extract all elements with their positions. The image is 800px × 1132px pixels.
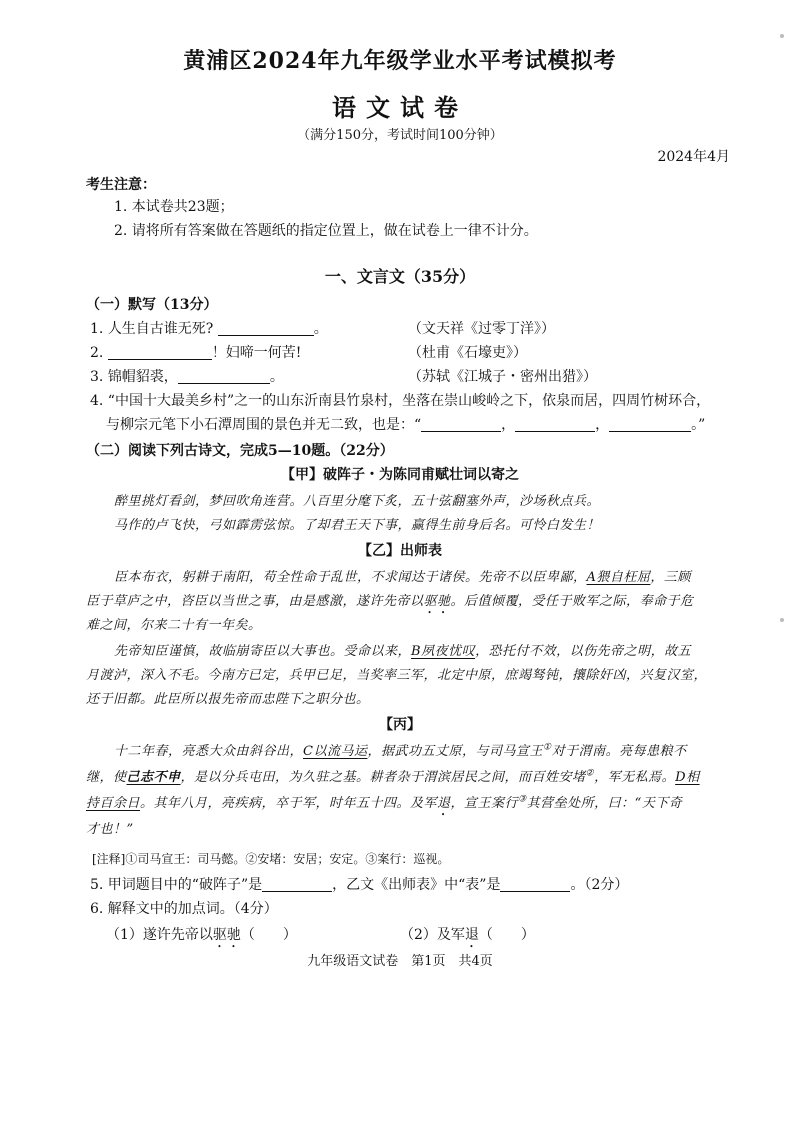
dotted-word: 退 xyxy=(464,927,479,943)
underlined-phrase-b: B夙夜忧叹 xyxy=(411,644,476,659)
underlined-phrase-d-cont: 持百余日 xyxy=(86,796,141,811)
question-2 xyxy=(90,342,301,362)
text-segment: 先帝知臣谨慎，故临崩寄臣以大事也。受命以来， xyxy=(114,644,412,659)
answer-blank xyxy=(500,877,570,892)
answer-blank xyxy=(421,417,501,432)
dotted-word: 驱驰 xyxy=(423,594,451,609)
question-source: （文天祥《过零丁洋》） xyxy=(408,321,555,337)
text-yi-title: 【乙】出师表 xyxy=(358,543,442,559)
question-text: 5. 甲词题目中的“破阵子”是 xyxy=(90,877,263,893)
annotation: [注释]①司马宣王：司马懿。②安堵：安居；安定。③案行：巡视。 xyxy=(92,852,450,866)
question-text: 。（2分） xyxy=(570,877,629,893)
text-jia-title: 【甲】破阵子・为陈同甫赋壮词以寄之 xyxy=(281,467,519,483)
question-end: 。 xyxy=(313,321,328,337)
question-1 xyxy=(90,318,328,338)
text-bing-line: 才也！” xyxy=(86,822,134,837)
text-segment: 继，使 xyxy=(86,770,127,785)
text-segment: 臣于草庐之中，咨臣以当世之事，由是感激，遂许先帝以 xyxy=(86,594,424,609)
text-bing-line xyxy=(86,792,682,819)
bold-phrase: 己志不申 xyxy=(126,770,181,785)
text-segment: 十二年春，亮悉大众由斜谷出， xyxy=(114,744,304,759)
text-segment: 。其年八月，亮疾病，卒于军，时年五十四。及军 xyxy=(140,796,438,811)
notice-item: 1. 本试卷共23题； xyxy=(114,199,234,215)
text-segment: ，宣王案行 xyxy=(450,796,519,811)
text-segment: ，三顾 xyxy=(650,570,691,585)
page-footer: 九年级语文试卷 第1页 共4页 xyxy=(307,954,493,969)
footnote-marker: ② xyxy=(585,768,595,779)
text-yi-line: 难之间，尔来二十有一年矣。 xyxy=(86,618,262,633)
scan-speck xyxy=(780,34,784,38)
scan-speck xyxy=(780,618,784,622)
text-jia-line: 醉里挑灯看剑，梦回吹角连营。八百里分麾下炙，五十弦翻塞外声，沙场秋点兵。 xyxy=(114,494,601,509)
text-segment: 。后值倾覆，受任于败军之际，奉命于危 xyxy=(450,594,694,609)
dotted-word: 驱驰 xyxy=(212,927,241,943)
text-bing-title: 【丙】 xyxy=(379,717,421,733)
text-segment: ，是以分兵屯田，为久驻之基。耕者杂于渭滨居民之间，而百姓安堵 xyxy=(180,770,586,785)
question-source: （苏轼《江城子・密州出猎》） xyxy=(408,369,597,385)
dotted-word: 退 xyxy=(437,796,451,811)
text-segment: ，据武功五丈原，与司马宣王 xyxy=(367,744,543,759)
separator: ， xyxy=(501,417,516,433)
question-number: 3. xyxy=(90,369,104,385)
part-heading: （二）阅读下列古诗文，完成5—10题。（22分） xyxy=(86,443,394,459)
text-segment: 臣本布衣，躬耕于南阳，苟全性命于乱世，不求闻达于诸侯。先帝不以臣卑鄙， xyxy=(114,570,587,585)
question-end: ！妇啼一何苦! xyxy=(211,345,302,361)
footnote-marker: ③ xyxy=(518,794,527,805)
exam-subtitle: 语文试卷 xyxy=(332,93,468,122)
underlined-phrase-a: A猥自枉屈 xyxy=(586,570,651,585)
question-text: ，乙文《出师表》中“表”是 xyxy=(332,877,501,893)
question-number: 1. xyxy=(90,321,104,337)
answer-blank xyxy=(262,877,332,892)
question-6-item-2 xyxy=(400,924,535,951)
question-6-item-1 xyxy=(106,924,297,951)
answer-blank xyxy=(108,345,212,360)
answer-blank xyxy=(218,321,314,336)
answer-blank xyxy=(178,369,270,384)
text-segment: ，军无私焉。 xyxy=(594,770,676,785)
question-text: （1）遂许先帝以 xyxy=(106,927,213,943)
text-yi-line: 还于旧都。此臣所以报先帝而忠陛下之职分也。 xyxy=(86,692,370,707)
notice-item: 2. 请将所有答案做在答题纸的指定位置上，做在试卷上一律不计分。 xyxy=(114,223,538,239)
question-text: （2）及军 xyxy=(400,927,465,943)
section-heading: 一、文言文（35分） xyxy=(324,267,476,286)
question-text: 人生自古谁无死? xyxy=(107,321,214,337)
question-4-line2 xyxy=(106,414,705,434)
question-source: （杜甫《石壕吏》） xyxy=(408,345,527,361)
footnote-marker: ① xyxy=(542,742,552,753)
separator: ， xyxy=(595,417,610,433)
question-end: 。 xyxy=(269,369,284,385)
answer-blank xyxy=(609,417,691,432)
answer-blank xyxy=(515,417,595,432)
text-bing-line xyxy=(86,766,700,785)
question-6: 6. 解释文中的加点词。（4分） xyxy=(90,901,278,917)
exam-title: 黄浦区2024年九年级学业水平考试模拟考 xyxy=(183,48,617,74)
exam-info: （满分150分，考试时间100分钟） xyxy=(297,128,503,143)
underlined-phrase-c: C以流马运 xyxy=(303,744,368,759)
text-yi-line xyxy=(86,590,694,617)
answer-bracket: （ ） xyxy=(478,927,535,943)
text-yi-line xyxy=(114,640,691,659)
part-heading: （一）默写（13分） xyxy=(86,297,218,313)
text-yi-line: 月渡泸，深入不毛。今南方已定，兵甲已足，当奖率三军，北定中原，庶竭驽钝，攘除奸凶，兴复汉室， xyxy=(86,668,708,683)
question-4-line1: 4. “中国十大最美乡村”之一的山东沂南县竹泉村，坐落在崇山峻岭之下，依泉而居，四周竹树环合， xyxy=(90,393,711,409)
text-segment: ，恐托付不效，以伤先帝之明，故五 xyxy=(475,644,692,659)
underlined-phrase-d: D相 xyxy=(675,770,700,785)
text-segment: 对于渭南。亮每患粮不 xyxy=(551,744,687,759)
question-3 xyxy=(90,366,284,386)
text-yi-line xyxy=(114,566,691,585)
notice-heading: 考生注意： xyxy=(86,177,156,193)
question-text: 锦帽貂裘， xyxy=(107,369,178,385)
question-end: 。” xyxy=(691,417,706,433)
question-number: 2. xyxy=(90,345,104,361)
text-jia-line: 马作的卢飞快，弓如霹雳弦惊。了却君王天下事，赢得生前身后名。可怜白发生！ xyxy=(114,518,601,533)
answer-bracket: （ ） xyxy=(240,927,297,943)
text-bing-line xyxy=(114,740,687,759)
question-5 xyxy=(90,874,628,894)
question-text: 与柳宗元笔下小石潭周围的景色并无二致，也是：“ xyxy=(106,417,422,433)
text-segment: 其营垒处所，曰：“天下奇 xyxy=(526,796,683,811)
exam-date: 2024年4月 xyxy=(657,149,730,165)
